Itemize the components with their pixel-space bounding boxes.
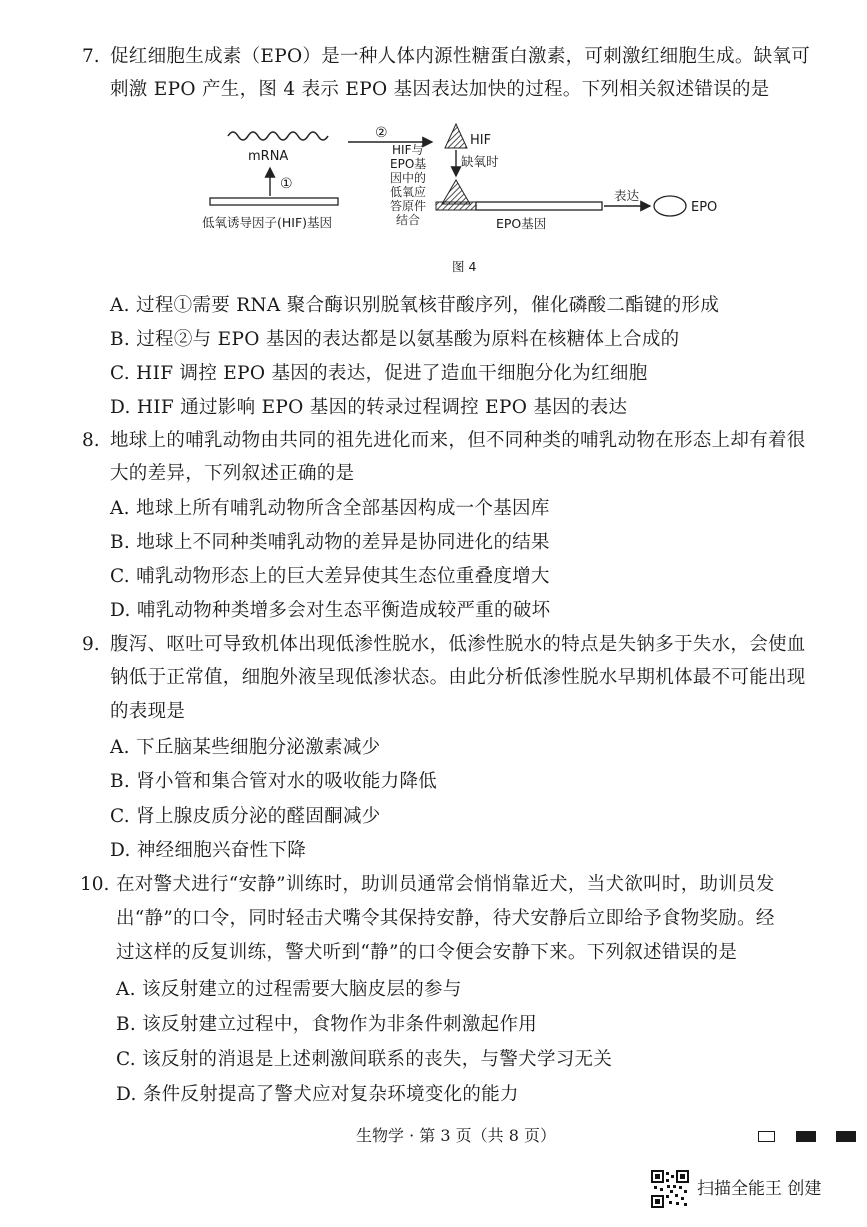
option-d: D. 条件反射提高了警犬应对复杂环境变化的能力 [116,1084,519,1105]
option-a: A. 地球上所有哺乳动物所含全部基因构成一个基因库 [110,498,550,519]
binding-line: 因中的 [390,171,427,185]
page-marker-filled [796,1131,816,1142]
question-number: 9. [82,634,100,655]
question-stem-line: 过这样的反复训练，警犬听到“静”的口令便会安静下来。下列叙述错误的是 [116,942,738,963]
hif-gene-label: 低氧诱导因子(HIF)基因 [202,215,333,230]
epo-ellipse [654,196,686,216]
question-stem-line: 促红细胞生成素（EPO）是一种人体内源性糖蛋白激素，可刺激红细胞生成。缺氧可 [110,46,811,67]
epo-gene-label: EPO基因 [496,216,547,231]
binding-line: HIF与 [392,143,424,157]
figure-caption: 图 4 [452,259,477,274]
step-2-label: ② [375,125,388,141]
mrna-label: mRNA [248,149,289,164]
option-a: A. 该反射建立的过程需要大脑皮层的参与 [116,979,462,1000]
option-a: A. 过程①需要 RNA 聚合酶识别脱氧核苷酸序列，催化磷酸二酯键的形成 [110,295,720,316]
question-stem-line: 钠低于正常值，细胞外液呈现低渗状态。由此分析低渗性脱水早期机体最不可能出现 [110,667,806,688]
option-c: C. HIF 调控 EPO 基因的表达，促进了造血干细胞分化为红细胞 [110,363,648,384]
scanner-watermark-text: 扫描全能王 创建 [697,1179,822,1199]
hif-bound-triangle-icon [442,180,470,204]
figure-epo-expression [200,118,740,286]
binding-line: 答原件 [390,199,427,213]
qr-code-icon [651,1170,689,1208]
option-b: B. 该反射建立过程中，食物作为非条件刺激起作用 [116,1014,538,1035]
page-info: 生物学 · 第 3 页（共 8 页） [356,1126,556,1145]
step-1-label: ① [280,176,293,192]
option-b: B. 过程②与 EPO 基因的表达都是以氨基酸为原料在核糖体上合成的 [110,329,680,350]
option-c: C. 肾上腺皮质分泌的醛固酮减少 [110,806,381,827]
hypoxia-label: 缺氧时 [461,154,499,169]
option-c: C. 该反射的消退是上述刺激间联系的丧失，与警犬学习无关 [116,1049,613,1070]
epo-gene-bar [476,202,602,210]
hif-triangle-icon [445,124,467,148]
question-number: 10. [80,874,110,895]
question-stem-line: 腹泻、呕吐可导致机体出现低渗性脱水，低渗性脱水的特点是失钠多于失水，会使血 [110,634,806,655]
option-a: A. 下丘脑某些细胞分泌激素减少 [110,737,381,758]
question-stem-line: 的表现是 [110,701,186,722]
question-number: 7. [82,46,100,67]
page-marker-filled [836,1131,856,1142]
question-stem-line: 在对警犬进行“安静”训练时，助训员通常会悄悄靠近犬，当犬欲叫时，助训员发 [116,874,775,895]
question-stem-line: 大的差异，下列叙述正确的是 [110,463,355,484]
option-d: D. 神经细胞兴奋性下降 [110,840,307,861]
page-marker-outline [758,1131,775,1142]
epo-label: EPO [691,200,718,215]
option-c: C. 哺乳动物形态上的巨大差异使其生态位重叠度增大 [110,566,550,587]
hif-gene-bar [210,198,338,205]
option-d: D. HIF 通过影响 EPO 基因的转录过程调控 EPO 基因的表达 [110,397,628,418]
option-b: B. 地球上不同种类哺乳动物的差异是协同进化的结果 [110,532,550,553]
question-stem-line: 刺激 EPO 产生，图 4 表示 EPO 基因表达加快的过程。下列相关叙述错误的是 [110,79,770,100]
express-label: 表达 [614,188,640,203]
question-stem-line: 出“静”的口令，同时轻击犬嘴令其保持安静，待犬安静后立即给予食物奖励。经 [116,908,775,929]
question-stem-line: 地球上的哺乳动物由共同的祖先进化而来，但不同种类的哺乳动物在形态上却有着很 [110,430,806,451]
mrna-wave [228,132,328,140]
response-element [436,202,476,210]
hif-label: HIF [470,133,492,148]
option-d: D. 哺乳动物种类增多会对生态平衡造成较严重的破坏 [110,600,551,621]
binding-line: 结合 [396,213,421,227]
binding-line: 低氧应 [390,185,427,199]
option-b: B. 肾小管和集合管对水的吸收能力降低 [110,771,438,792]
question-number: 8. [82,430,100,451]
binding-line: EPO基 [390,157,427,171]
